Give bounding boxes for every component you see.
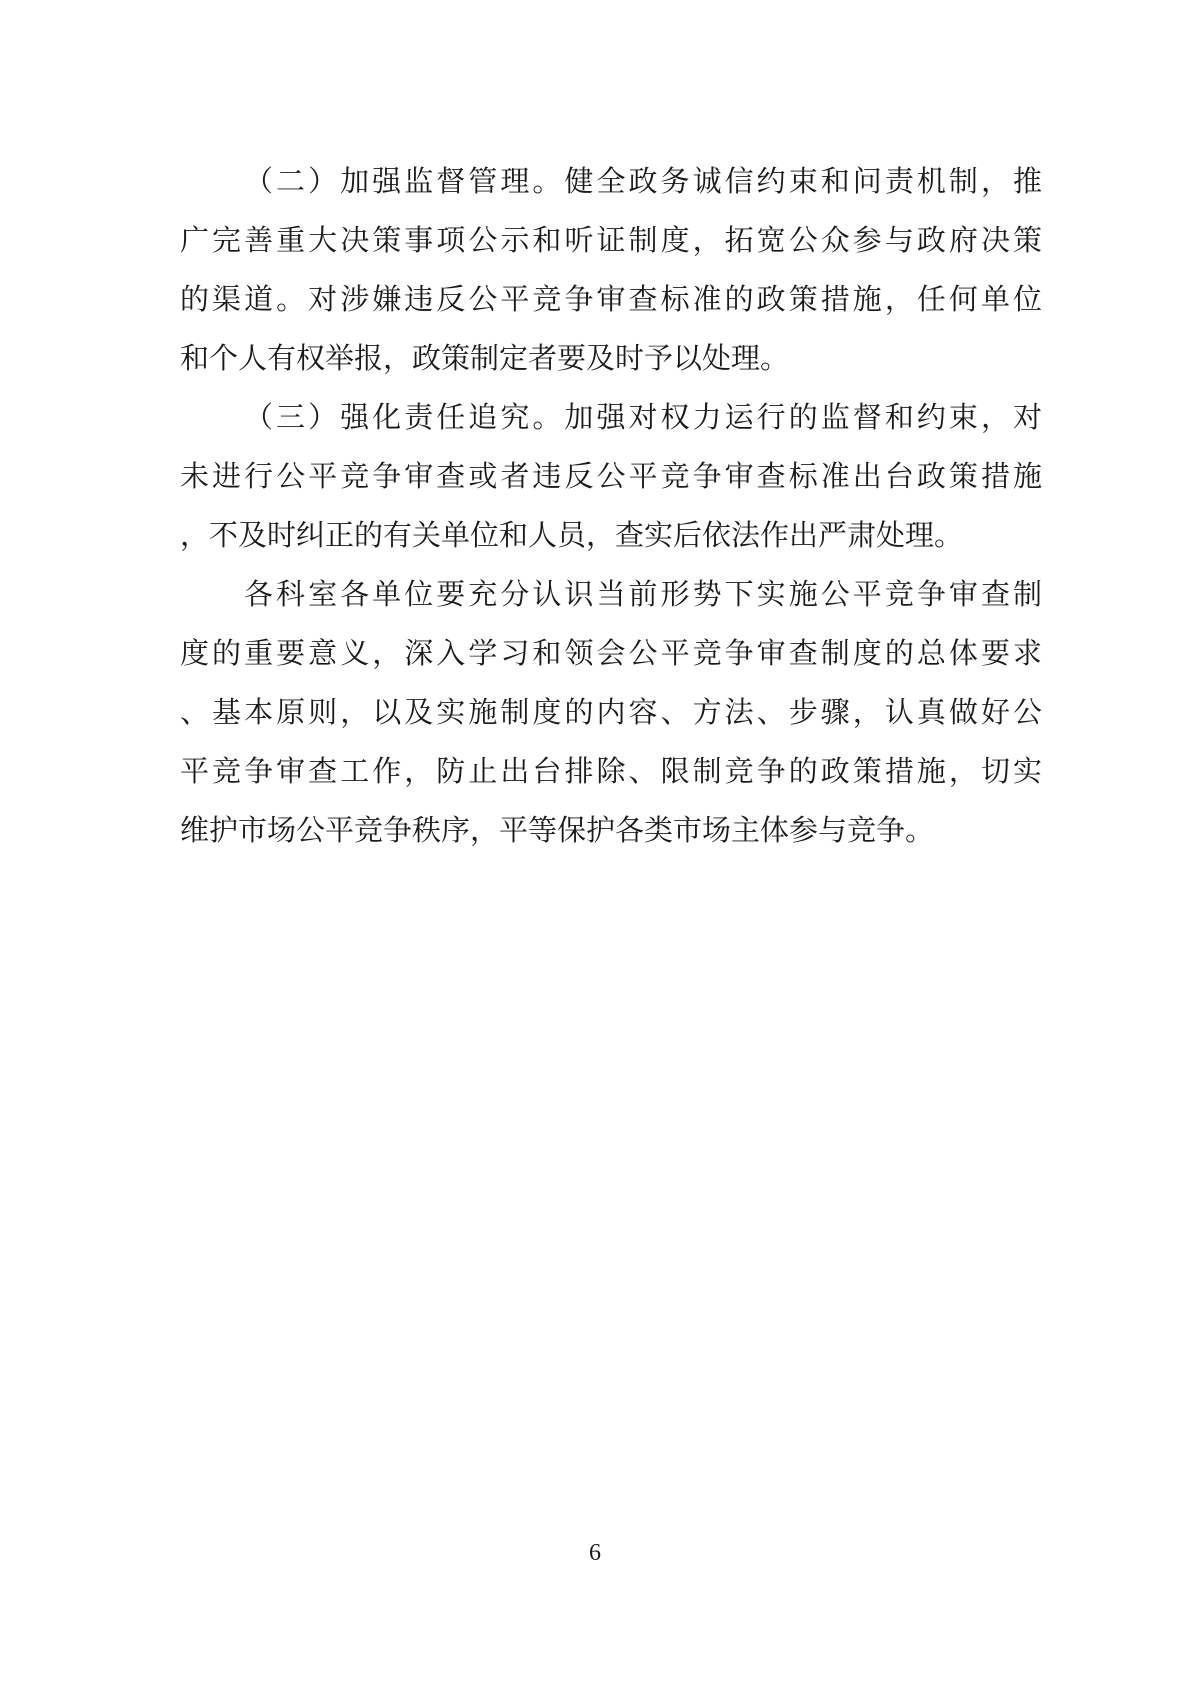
paragraph-line: （二）加强监督管理。健全政务诚信约束和问责机制，推 xyxy=(244,164,1042,198)
paragraph-accountability xyxy=(180,388,1042,565)
paragraph-conclusion xyxy=(180,565,1042,860)
paragraph-line: ，不及时纠正的有关单位和人员，查实后依法作出严肃处理。 xyxy=(180,518,964,552)
paragraph-line: 广完善重大决策事项公示和听证制度，拓宽公众参与政府决策 xyxy=(180,223,1042,257)
paragraph-line: 的渠道。对涉嫌违反公平竞争审查标准的政策措施，任何单位 xyxy=(180,282,1042,316)
document-body xyxy=(180,152,1042,860)
paragraph-line: （三）强化责任追究。加强对权力运行的监督和约束，对 xyxy=(244,400,1042,434)
paragraph-line: 度的重要意义，深入学习和领会公平竞争审查制度的总体要求 xyxy=(180,636,1042,670)
paragraph-line: 各科室各单位要充分认识当前形势下实施公平竞争审查制 xyxy=(244,577,1042,611)
paragraph-line: 、基本原则，以及实施制度的内容、方法、步骤，认真做好公 xyxy=(180,695,1042,729)
paragraph-line: 维护市场公平竞争秩序，平等保护各类市场主体参与竞争。 xyxy=(180,813,935,847)
page-number: 6 xyxy=(589,1540,601,1566)
paragraph-line: 和个人有权举报，政策制定者要及时予以处理。 xyxy=(180,341,790,375)
paragraph-line: 未进行公平竞争审查或者违反公平竞争审查标准出台政策措施 xyxy=(180,459,1042,493)
paragraph-line: 平竞争审查工作，防止出台排除、限制竞争的政策措施，切实 xyxy=(180,754,1042,788)
paragraph-supervision xyxy=(180,152,1042,388)
